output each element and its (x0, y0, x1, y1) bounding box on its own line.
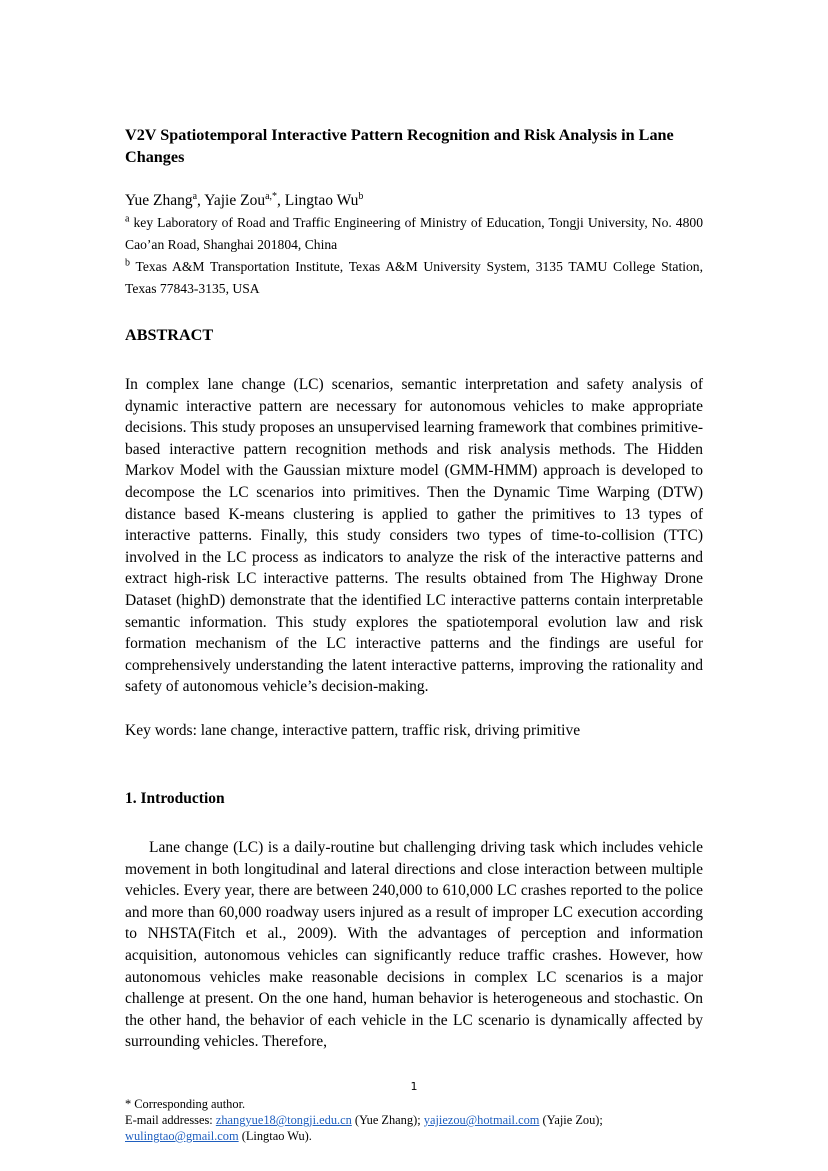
introduction-body: Lane change (LC) is a daily-routine but challenging driving task which includes vehicle movement in both longitudinal and lateral directions and close interaction between multiple vehicles. Every year, there are between 240,000 to 610,000 LC crashes reported to the police and more than 60,000 roadway users injured as a result of improper LC execution according to NHSTA(Fitch et al., 2009). With the advantages of perception and information acquisition, autonomous vehicles can significantly reduce traffic crashes. However, how autonomous vehicles make reasonable decisions in complex LC scenarios is a major challenge at present. On the one hand, human behavior is heterogeneous and stochastic. On the other hand, the behavior of each vehicle in the LC scenario is dynamically affected by surrounding vehicles. Therefore, (125, 839, 703, 1051)
author-separator: , (277, 192, 285, 209)
author-affiliation-mark: b (358, 190, 364, 202)
affiliation-mark: b (125, 257, 130, 269)
footnote (125, 1096, 725, 1144)
email-owner: (Yajie Zou); (539, 1113, 603, 1127)
email-line (125, 1112, 725, 1128)
email-link-zhang[interactable]: zhangyue18@tongji.edu.cn (215, 1113, 352, 1127)
author-name: Lingtao Wu (284, 192, 359, 209)
email-owner: (Yue Zhang); (351, 1113, 424, 1127)
affiliation-text: key Laboratory of Road and Traffic Engineering of Ministry of Education, Tongji University, No. 4800 Cao’an Road, Shanghai 201804, China (125, 215, 703, 252)
author-name: Yue Zhang (125, 192, 193, 209)
author-separator: , (197, 192, 205, 209)
keywords-line: Key words: lane change, interactive pattern, traffic risk, driving primitive (125, 722, 581, 739)
email-link-wu[interactable]: wulingtao@gmail.com (125, 1129, 239, 1143)
author-list (125, 191, 363, 211)
abstract-body: In complex lane change (LC) scenarios, semantic interpretation and safety analysis of dynamic interactive pattern are necessary for autonomous vehicles to make appropriate decisions. This study proposes an unsupervised learning framework that combines primitive-based interactive pattern recognition methods and risk analysis methods. The Hidden Markov Model with the Gaussian mixture model (GMM-HMM) approach is developed to decompose the LC scenarios into primitives. Then the Dynamic Time Warping (DTW) distance based K-means clustering is applied to gather the primitives to 13 types of interactive patterns. Finally, this study considers two types of time-to-collision (TTC) involved in the LC process as indicators to analyze the risk of the interactive patterns and extract high-risk LC interactive patterns. The results obtained from The Highway Drone Dataset (highD) demonstrate that the identified LC interactive patterns contain interpretable semantic information. This study explores the spatiotemporal evolution law and risk formation mechanism of the LC interactive patterns and the findings are useful for comprehensively understanding the latent interactive patterns, improving the rationality and safety of autonomous vehicle’s decision-making. (125, 376, 703, 696)
author-affiliation-mark: a (192, 190, 198, 202)
introduction-heading: 1. Introduction (125, 790, 225, 807)
email-label: E-mail addresses: (125, 1113, 216, 1127)
author-affiliation-mark: a,* (265, 190, 278, 202)
page-number: 1 (410, 1080, 418, 1093)
affiliation-text: Texas A&M Transportation Institute, Texas A&M University System, 3135 TAMU College Station, Texas 77843-3135, USA (125, 259, 703, 296)
email-owner: (Lingtao Wu). (238, 1129, 312, 1143)
affiliation-mark: a (125, 213, 130, 225)
email-line (125, 1128, 725, 1144)
affiliation-b (125, 256, 703, 299)
abstract-heading: ABSTRACT (125, 326, 214, 344)
author-name: Yajie Zou (204, 192, 266, 209)
affiliation-a (125, 212, 703, 255)
corresponding-author-note: * Corresponding author. (125, 1097, 246, 1111)
email-link-zou[interactable]: yajiezou@hotmail.com (423, 1113, 540, 1127)
paper-title: V2V Spatiotemporal Interactive Pattern Recognition and Risk Analysis in Lane Changes (125, 126, 674, 166)
